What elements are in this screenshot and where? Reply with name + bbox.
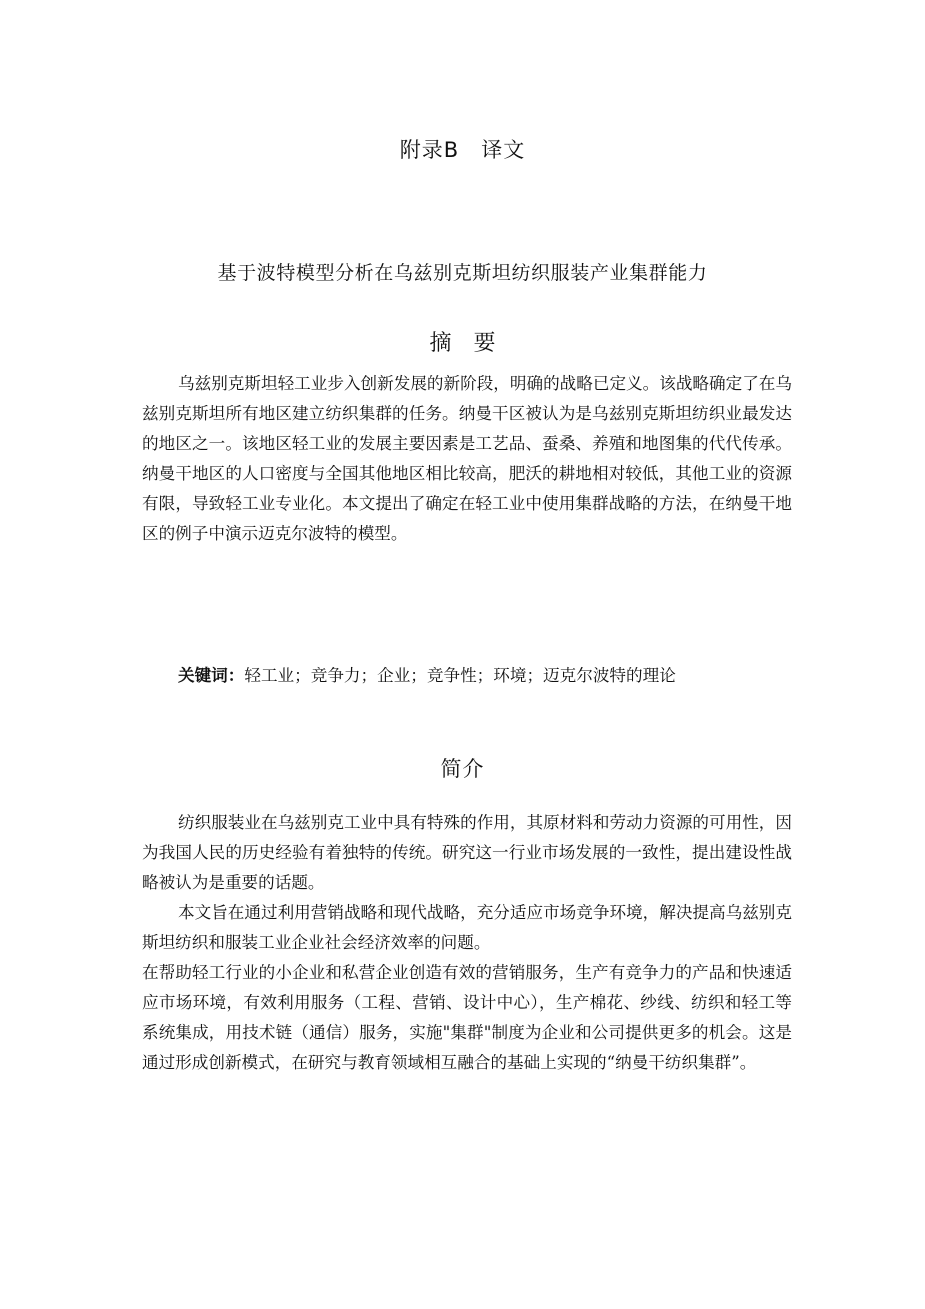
keywords-line — [178, 661, 798, 691]
appendix-title: 附录B 译文 — [399, 138, 526, 162]
abstract-section — [142, 369, 792, 549]
introduction-section — [142, 808, 792, 1078]
introduction-paragraph-2: 本文旨在通过利用营销战略和现代战略，充分适应市场竞争环境，解决提高乌兹别克斯坦纺织和服装工业企业社会经济效率的问题。 — [142, 903, 792, 952]
introduction-paragraph-1: 纺织服装业在乌兹别克工业中具有特殊的作用，其原材料和劳动力资源的可用性，因为我国人民的历史经验有着独特的传统。研究这一行业市场发展的一致性，提出建设性战略被认为是重要的话题。 — [142, 813, 792, 892]
keywords-label: 关键词： — [178, 666, 245, 685]
abstract-heading: 摘要 — [429, 331, 518, 356]
paper-title: 基于波特模型分析在乌兹别克斯坦纺织服装产业集群能力 — [217, 262, 708, 284]
introduction-heading: 简介 — [440, 757, 485, 781]
abstract-paragraph: 乌兹别克斯坦轻工业步入创新发展的新阶段，明确的战略已定义。该战略确定了在乌兹别克斯坦所有地区建立纺织集群的任务。纳曼干区被认为是乌兹别克斯坦纺织业最发达的地区之一。该地区轻工业的发展主要因素是工艺品、蚕桑、养殖和地图集的代代传承。纳曼干地区的人口密度与全国其他地区相比较高，肥沃的耕地相对较低，其他工业的资源有限，导致轻工业专业化。本文提出了确定在轻工业中使用集群战略的方法，在纳曼干地区的例子中演示迈克尔波特的模型。 — [142, 374, 792, 543]
introduction-paragraph-3: 在帮助轻工行业的小企业和私营企业创造有效的营销服务，生产有竞争力的产品和快速适应市场环境，有效利用服务（工程、营销、设计中心），生产棉花、纱线、纺织和轻工等系统集成，用技术链（通信）服务，实施"集群"制度为企业和公司提供更多的机会。这是通过形成创新模式，在研究与教育领域相互融合的基础上实现的“纳曼干纺织集群”。 — [142, 963, 792, 1072]
keywords-text: 轻工业；竞争力；企业；竞争性；环境；迈克尔波特的理论 — [244, 666, 676, 685]
